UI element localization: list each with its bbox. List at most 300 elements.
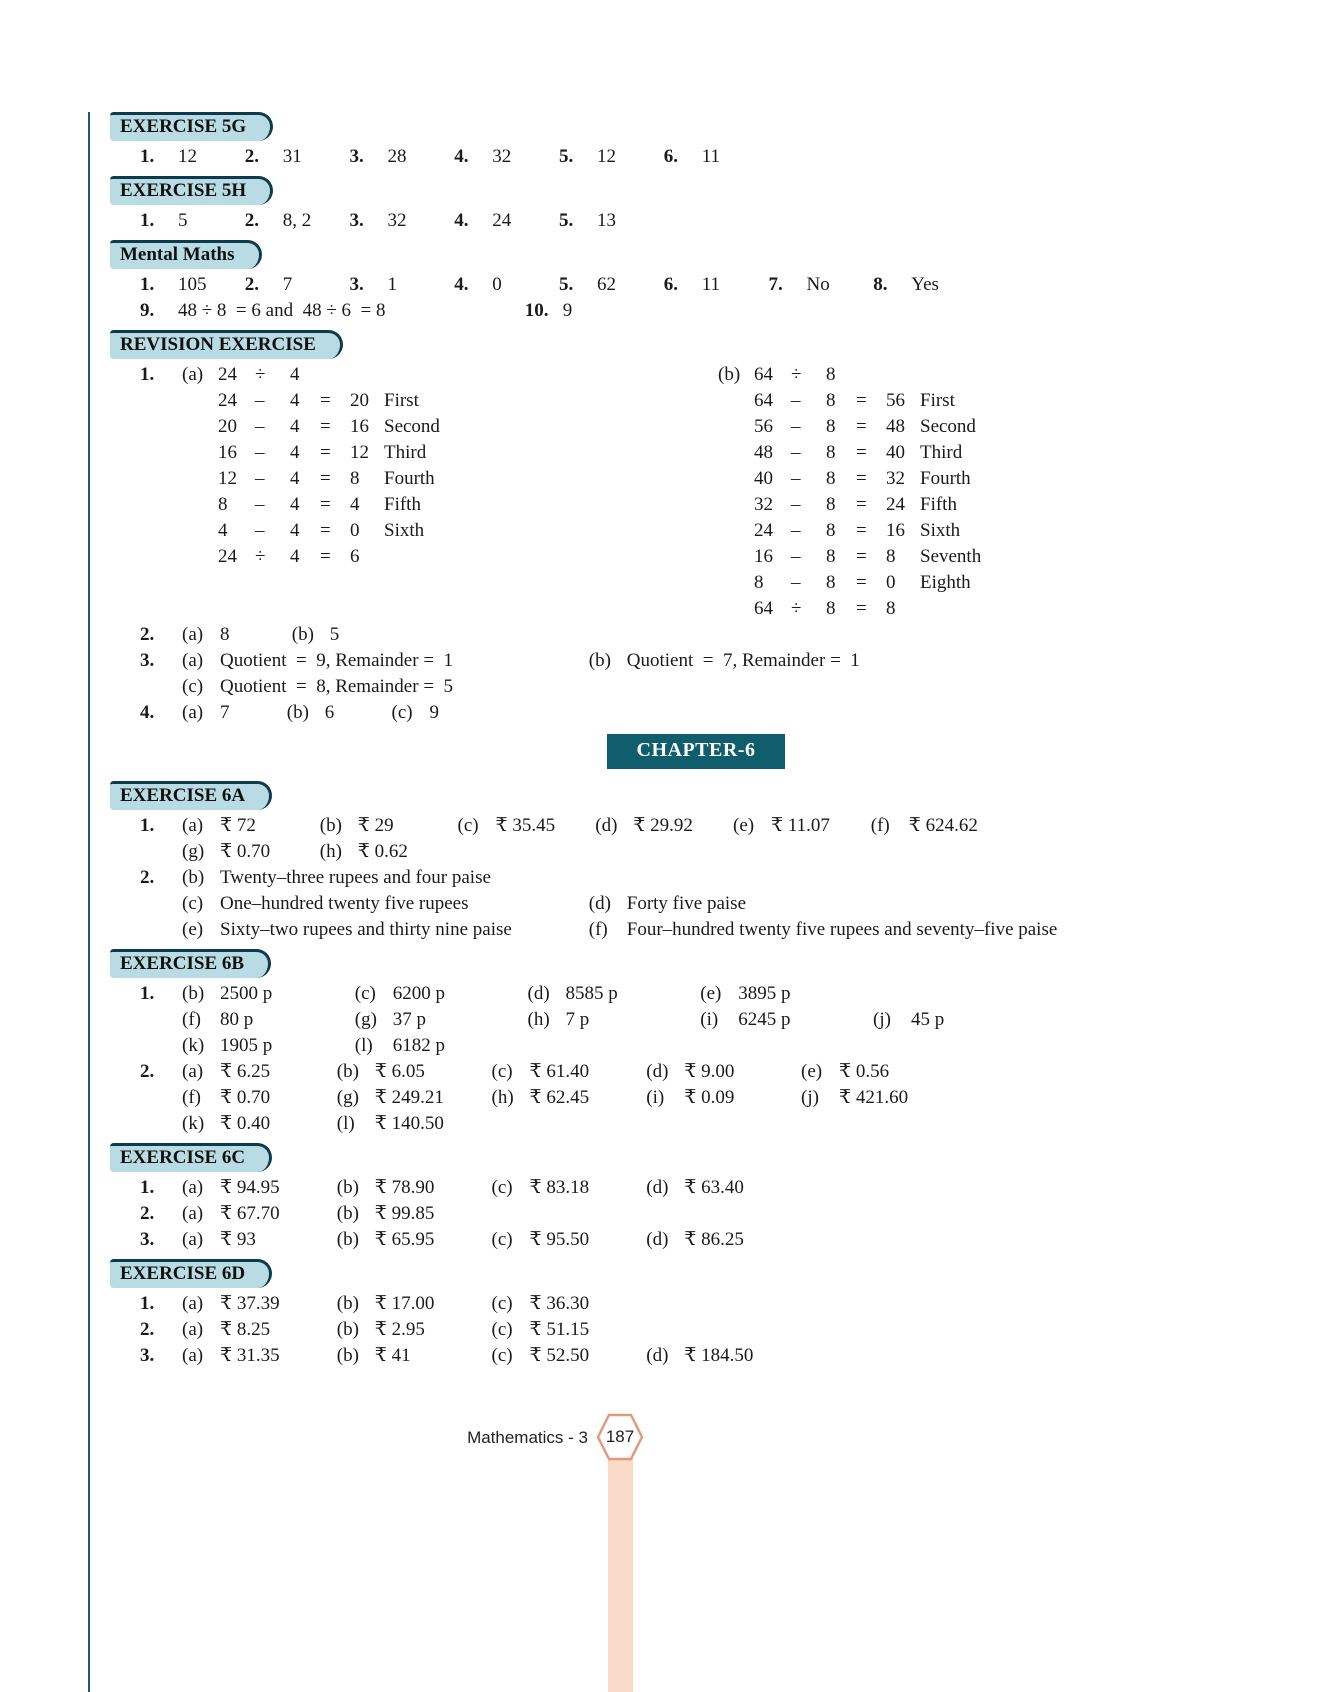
answer-value: 12 (178, 146, 197, 167)
answer-item (492, 1317, 642, 1343)
step-ordinal: Seventh (920, 546, 982, 567)
equals-sign: = (320, 546, 331, 567)
answer-item (182, 674, 584, 700)
answer-item (873, 272, 973, 298)
answer-label: (a) (182, 702, 204, 723)
question-number: 2. (140, 1203, 155, 1224)
minuend: 64 (754, 390, 773, 411)
answer-label: (c) (182, 893, 204, 914)
answer-label: (g) (354, 1009, 377, 1030)
answer-item (355, 981, 523, 1007)
equals-sign: = (856, 546, 867, 567)
part-label: (a) (182, 364, 204, 385)
answer-item (454, 208, 554, 234)
answer-label: (e) (801, 1061, 823, 1082)
answer-label: 4. (454, 274, 469, 295)
minuend: 64 (754, 598, 773, 619)
answer-item (292, 622, 397, 648)
answer-label: (f) (870, 815, 890, 836)
answer-item (182, 1007, 350, 1033)
answer-item (337, 1343, 487, 1369)
answer-item (182, 648, 584, 674)
question-number: 2. (140, 624, 155, 645)
answer-label: (b) (182, 983, 205, 1004)
minuend: 48 (754, 442, 773, 463)
answer-label: (l) (336, 1113, 355, 1134)
answer-value: 6 (324, 702, 335, 723)
answer-label: (c) (491, 1229, 513, 1250)
answer-value: 8 (220, 624, 230, 645)
answer-label: 5. (559, 274, 574, 295)
answer-label: 4. (454, 146, 469, 167)
answers-row (140, 700, 1282, 726)
answer-value: ₹ 184.50 (684, 1345, 754, 1366)
answer-label: (a) (182, 1203, 204, 1224)
answer-value: Quotient = 8, Remainder = 5 (220, 676, 454, 697)
answer-value: 9 (429, 702, 439, 723)
answer-value: ₹ 83.18 (529, 1177, 590, 1198)
answer-item (320, 813, 453, 839)
division-step-row (754, 466, 981, 492)
equals-sign: = (856, 598, 867, 619)
result: 48 (886, 416, 905, 437)
answer-value: ₹ 2.95 (374, 1319, 425, 1340)
operator: – (791, 520, 801, 541)
step-ordinal: Sixth (920, 520, 961, 541)
answer-item (182, 1175, 332, 1201)
answer-label: (g) (336, 1087, 359, 1108)
answer-label: (d) (646, 1345, 669, 1366)
section-header-pill (110, 781, 272, 810)
answer-label: 3. (349, 146, 364, 167)
answer-label: (c) (457, 815, 479, 836)
answer-value: 2500 p (220, 983, 273, 1004)
subtrahend: 8 (826, 468, 836, 489)
answer-item (182, 1317, 332, 1343)
section-mental-maths (110, 234, 1282, 324)
operator: – (791, 442, 801, 463)
section-title: EXERCISE 6B (120, 953, 245, 974)
answer-label: 3. (349, 274, 364, 295)
answer-label: (f) (182, 1087, 201, 1108)
answers-row (140, 1227, 1282, 1253)
answers-row (140, 917, 1282, 943)
answer-value: 7 p (565, 1009, 590, 1030)
answer-value: ₹ 421.60 (839, 1087, 909, 1108)
section-exercise-5g (110, 106, 1282, 170)
subtrahend: 4 (290, 520, 300, 541)
subtrahend: 4 (290, 494, 300, 515)
answer-value: ₹ 249.21 (374, 1087, 444, 1108)
section-exercise-6c (110, 1137, 1282, 1253)
division-step-row (754, 440, 981, 466)
answer-item (337, 1201, 487, 1227)
answer-item (355, 1007, 523, 1033)
answer-value: 5 (178, 210, 188, 231)
answer-value: ₹ 94.95 (220, 1177, 280, 1198)
answers-row (140, 813, 1282, 839)
page-number: 187 (605, 1427, 635, 1446)
minuend: 4 (218, 520, 228, 541)
operator: – (255, 416, 265, 437)
answers-row (140, 208, 1282, 234)
result: 8 (886, 546, 896, 567)
answers-row (140, 1317, 1282, 1343)
answer-label: 6. (663, 274, 678, 295)
answer-value: ₹ 41 (374, 1345, 411, 1366)
subtrahend: 4 (290, 442, 300, 463)
operator: – (791, 468, 801, 489)
answer-item (182, 1343, 332, 1369)
division-step-row (754, 544, 981, 570)
question-number: 3. (140, 1229, 155, 1250)
answers-row (140, 1175, 1282, 1201)
dividend: 64 (754, 364, 773, 385)
answer-value: ₹ 52.50 (529, 1345, 590, 1366)
dividend: 24 (218, 364, 237, 385)
answer-value: Twenty–three rupees and four paise (220, 867, 491, 888)
answer-item (595, 813, 728, 839)
answer-label: 1. (140, 274, 155, 295)
answer-item (559, 272, 659, 298)
division-block-b (718, 362, 981, 622)
section-header-pill (110, 176, 273, 205)
answer-value: 1905 p (220, 1035, 273, 1056)
answer-label: (d) (588, 893, 611, 914)
equals-sign: = (856, 520, 867, 541)
answers-row (140, 1111, 1282, 1137)
subtrahend: 4 (290, 416, 300, 437)
minuend: 8 (754, 572, 764, 593)
answer-label: 4. (454, 210, 469, 231)
answer-label: 9. (140, 300, 155, 321)
answers-row (140, 298, 1282, 324)
answer-label: (d) (646, 1229, 669, 1250)
answer-item (140, 144, 240, 170)
minuend: 32 (754, 494, 773, 515)
operator: – (255, 494, 265, 515)
division-step-row (218, 440, 440, 466)
question-number: 1. (140, 983, 155, 1004)
answer-value: ₹ 65.95 (374, 1229, 435, 1250)
operator: ÷ (791, 598, 802, 619)
answer-value: ₹ 9.00 (684, 1061, 735, 1082)
subtrahend: 4 (290, 390, 300, 411)
page-content (0, 106, 1332, 1369)
division-step-row (218, 544, 440, 570)
revision-q1 (140, 362, 1282, 622)
answer-item (182, 813, 315, 839)
answer-item (733, 813, 866, 839)
answer-value: ₹ 0.40 (220, 1113, 271, 1134)
section-header-pill (110, 330, 343, 359)
page-number-badge (596, 1410, 644, 1464)
question-number: 3. (140, 1345, 155, 1366)
answer-label: (a) (182, 1177, 204, 1198)
answer-label: 10. (524, 300, 549, 321)
answer-value: ₹ 78.90 (374, 1177, 435, 1198)
answer-value: ₹ 63.40 (684, 1177, 744, 1198)
section-header-pill (110, 1259, 272, 1288)
section-title: EXERCISE 6A (120, 785, 246, 806)
answer-label: (i) (700, 1009, 719, 1030)
division-step-row (754, 570, 981, 596)
division-step-row (754, 518, 981, 544)
minuend: 24 (754, 520, 773, 541)
answer-label: 7. (768, 274, 783, 295)
answer-label: 2. (244, 274, 259, 295)
answer-label: (g) (182, 841, 205, 862)
answer-label: (b) (336, 1293, 359, 1314)
answer-value: 28 (387, 146, 407, 167)
question-number: 1. (140, 1177, 155, 1198)
division-step-row (754, 596, 981, 622)
result: 32 (886, 468, 905, 489)
answer-label: (a) (182, 1293, 204, 1314)
answer-item (182, 865, 491, 891)
division-step-row (218, 414, 440, 440)
subtrahend: 8 (826, 390, 836, 411)
answer-value: ₹ 6.05 (374, 1061, 425, 1082)
answer-value: 45 p (911, 1009, 945, 1030)
answers-row (140, 1059, 1282, 1085)
division-head-row (754, 362, 981, 388)
result: 4 (350, 494, 360, 515)
answer-label: (e) (700, 983, 722, 1004)
answer-label: (l) (354, 1035, 373, 1056)
division-step-row (754, 388, 981, 414)
result: 0 (886, 572, 896, 593)
answer-value: ₹ 17.00 (374, 1293, 435, 1314)
answer-item (337, 1059, 487, 1085)
answers-row (140, 1007, 1282, 1033)
answer-item (559, 144, 659, 170)
answer-item (646, 1085, 796, 1111)
answer-item (337, 1291, 487, 1317)
division-step-row (218, 492, 440, 518)
equals-sign: = (856, 390, 867, 411)
answer-item (182, 917, 584, 943)
answer-label: (i) (646, 1087, 665, 1108)
answer-item (458, 813, 591, 839)
answer-label: 5. (559, 146, 574, 167)
answer-value: 7 (282, 274, 293, 295)
answer-label: (b) (182, 867, 205, 888)
step-ordinal: Second (384, 416, 440, 437)
answer-item (350, 272, 450, 298)
answer-label: (c) (491, 1061, 513, 1082)
answer-item (182, 700, 282, 726)
answer-item (646, 1343, 796, 1369)
result: 20 (350, 390, 369, 411)
answer-label: (c) (491, 1293, 513, 1314)
answer-value: ₹ 86.25 (684, 1229, 744, 1250)
step-ordinal: Second (920, 416, 976, 437)
result: 8 (350, 468, 360, 489)
answer-item (245, 272, 345, 298)
result: 12 (350, 442, 369, 463)
answer-value: No (806, 274, 830, 295)
result: 16 (350, 416, 369, 437)
answer-label: (c) (491, 1177, 513, 1198)
answer-value: 32 (492, 146, 512, 167)
answer-value: 105 (178, 274, 207, 295)
answer-item (140, 208, 240, 234)
answer-label: 6. (663, 146, 678, 167)
answer-item (182, 1059, 332, 1085)
step-ordinal: Fifth (920, 494, 957, 515)
operator: – (255, 442, 265, 463)
answer-item (355, 1033, 523, 1059)
answer-item (182, 981, 350, 1007)
division-block-a (182, 362, 718, 622)
equals-sign: = (320, 520, 331, 541)
answer-label: 1. (140, 210, 155, 231)
answer-label: (h) (491, 1087, 514, 1108)
answer-label: (a) (182, 624, 204, 645)
subtrahend: 4 (290, 468, 300, 489)
answer-value: ₹ 0.70 (220, 841, 271, 862)
answer-item (492, 1227, 642, 1253)
answers-row (140, 865, 1282, 891)
answers-row (140, 1033, 1282, 1059)
answer-value: 31 (282, 146, 302, 167)
part-label: (b) (718, 364, 741, 385)
equals-sign: = (856, 494, 867, 515)
answer-value: ₹ 67.70 (220, 1203, 280, 1224)
answer-item (528, 1007, 696, 1033)
answer-item (664, 144, 764, 170)
subtrahend: 8 (826, 416, 836, 437)
answer-item (140, 298, 520, 324)
minuend: 56 (754, 416, 773, 437)
answer-label: (e) (182, 919, 204, 940)
section-header-pill (110, 949, 271, 978)
answer-value: ₹ 11.07 (771, 815, 830, 836)
answer-item (182, 1291, 332, 1317)
answer-label: (d) (646, 1177, 669, 1198)
subtrahend: 8 (826, 442, 836, 463)
section-exercise-6d (110, 1253, 1282, 1369)
answer-label: (a) (182, 1061, 204, 1082)
answer-value: 11 (701, 274, 721, 295)
answer-label: (k) (182, 1113, 205, 1134)
answer-value: ₹ 0.70 (220, 1087, 271, 1108)
answers-row (140, 674, 1282, 700)
answer-value: Forty five paise (626, 893, 747, 914)
division-steps (218, 362, 440, 622)
section-title: EXERCISE 6D (120, 1263, 246, 1284)
answer-value: 0 (492, 274, 502, 295)
answer-label: (b) (336, 1345, 359, 1366)
division-step-row (218, 518, 440, 544)
operator: – (255, 520, 265, 541)
answer-value: One–hundred twenty five rupees (220, 893, 469, 914)
answer-item (392, 700, 492, 726)
answer-item (525, 298, 905, 324)
question-number: 2. (140, 1319, 155, 1340)
answer-value: 8, 2 (282, 210, 312, 231)
equals-sign: = (856, 468, 867, 489)
answer-item (589, 917, 1058, 943)
answer-value: ₹ 0.09 (684, 1087, 735, 1108)
answer-value: Quotient = 9, Remainder = 1 (220, 650, 454, 671)
result: 16 (886, 520, 905, 541)
answer-label: (a) (182, 650, 204, 671)
answer-value: 6182 p (392, 1035, 445, 1056)
operator: ÷ (255, 546, 266, 567)
answer-label: (f) (588, 919, 608, 940)
answer-item (559, 208, 659, 234)
answer-item (454, 144, 554, 170)
answer-item (182, 622, 287, 648)
equals-sign: = (320, 416, 331, 437)
question-number: 3. (140, 650, 155, 671)
answer-label: (a) (182, 815, 204, 836)
page-ribbon (608, 1445, 633, 1692)
answers-row (140, 981, 1282, 1007)
section-revision-exercise (110, 324, 1282, 726)
answer-item (350, 144, 450, 170)
answer-value: ₹ 29 (357, 815, 394, 836)
answer-label: (j) (873, 1009, 891, 1030)
answer-value: ₹ 8.25 (220, 1319, 271, 1340)
result: 56 (886, 390, 905, 411)
answer-item (245, 144, 345, 170)
answer-label: (b) (336, 1203, 359, 1224)
equals-sign: = (320, 390, 331, 411)
answer-label: (b) (319, 815, 342, 836)
section-header-pill (110, 1143, 272, 1172)
answer-label: (b) (336, 1061, 359, 1082)
answer-label: (b) (291, 624, 314, 645)
answer-item (337, 1317, 487, 1343)
operator: – (791, 546, 801, 567)
answer-label: (d) (646, 1061, 669, 1082)
answer-item (589, 648, 991, 674)
section-exercise-5h (110, 170, 1282, 234)
minuend: 12 (218, 468, 237, 489)
answer-item (182, 891, 584, 917)
question-number: 2. (140, 1061, 155, 1082)
answer-value: ₹ 37.39 (220, 1293, 280, 1314)
answer-value: 9 (562, 300, 573, 321)
answer-value: 13 (597, 210, 616, 231)
chapter-banner: CHAPTER-6 (607, 734, 786, 769)
step-ordinal: First (384, 390, 419, 411)
answer-item (182, 839, 315, 865)
section-header-pill (110, 240, 262, 269)
answers-row (140, 1201, 1282, 1227)
minuend: 8 (218, 494, 228, 515)
result: 8 (886, 598, 896, 619)
step-ordinal: Eighth (920, 572, 971, 593)
answer-label: (h) (527, 1009, 550, 1030)
answer-value: 37 p (392, 1009, 426, 1030)
answer-label: (h) (319, 841, 342, 862)
section-exercise-6b (110, 943, 1282, 1137)
answer-label: (d) (595, 815, 618, 836)
step-ordinal: Fifth (384, 494, 421, 515)
division-sign: ÷ (791, 364, 802, 385)
equals-sign: = (320, 442, 331, 463)
answer-item (337, 1227, 487, 1253)
answer-value: 48 ÷ 8 = 6 and 48 ÷ 6 = 8 (178, 300, 386, 321)
equals-sign: = (320, 468, 331, 489)
answer-item (337, 1111, 487, 1137)
operator: – (791, 494, 801, 515)
answer-label: (j) (801, 1087, 819, 1108)
